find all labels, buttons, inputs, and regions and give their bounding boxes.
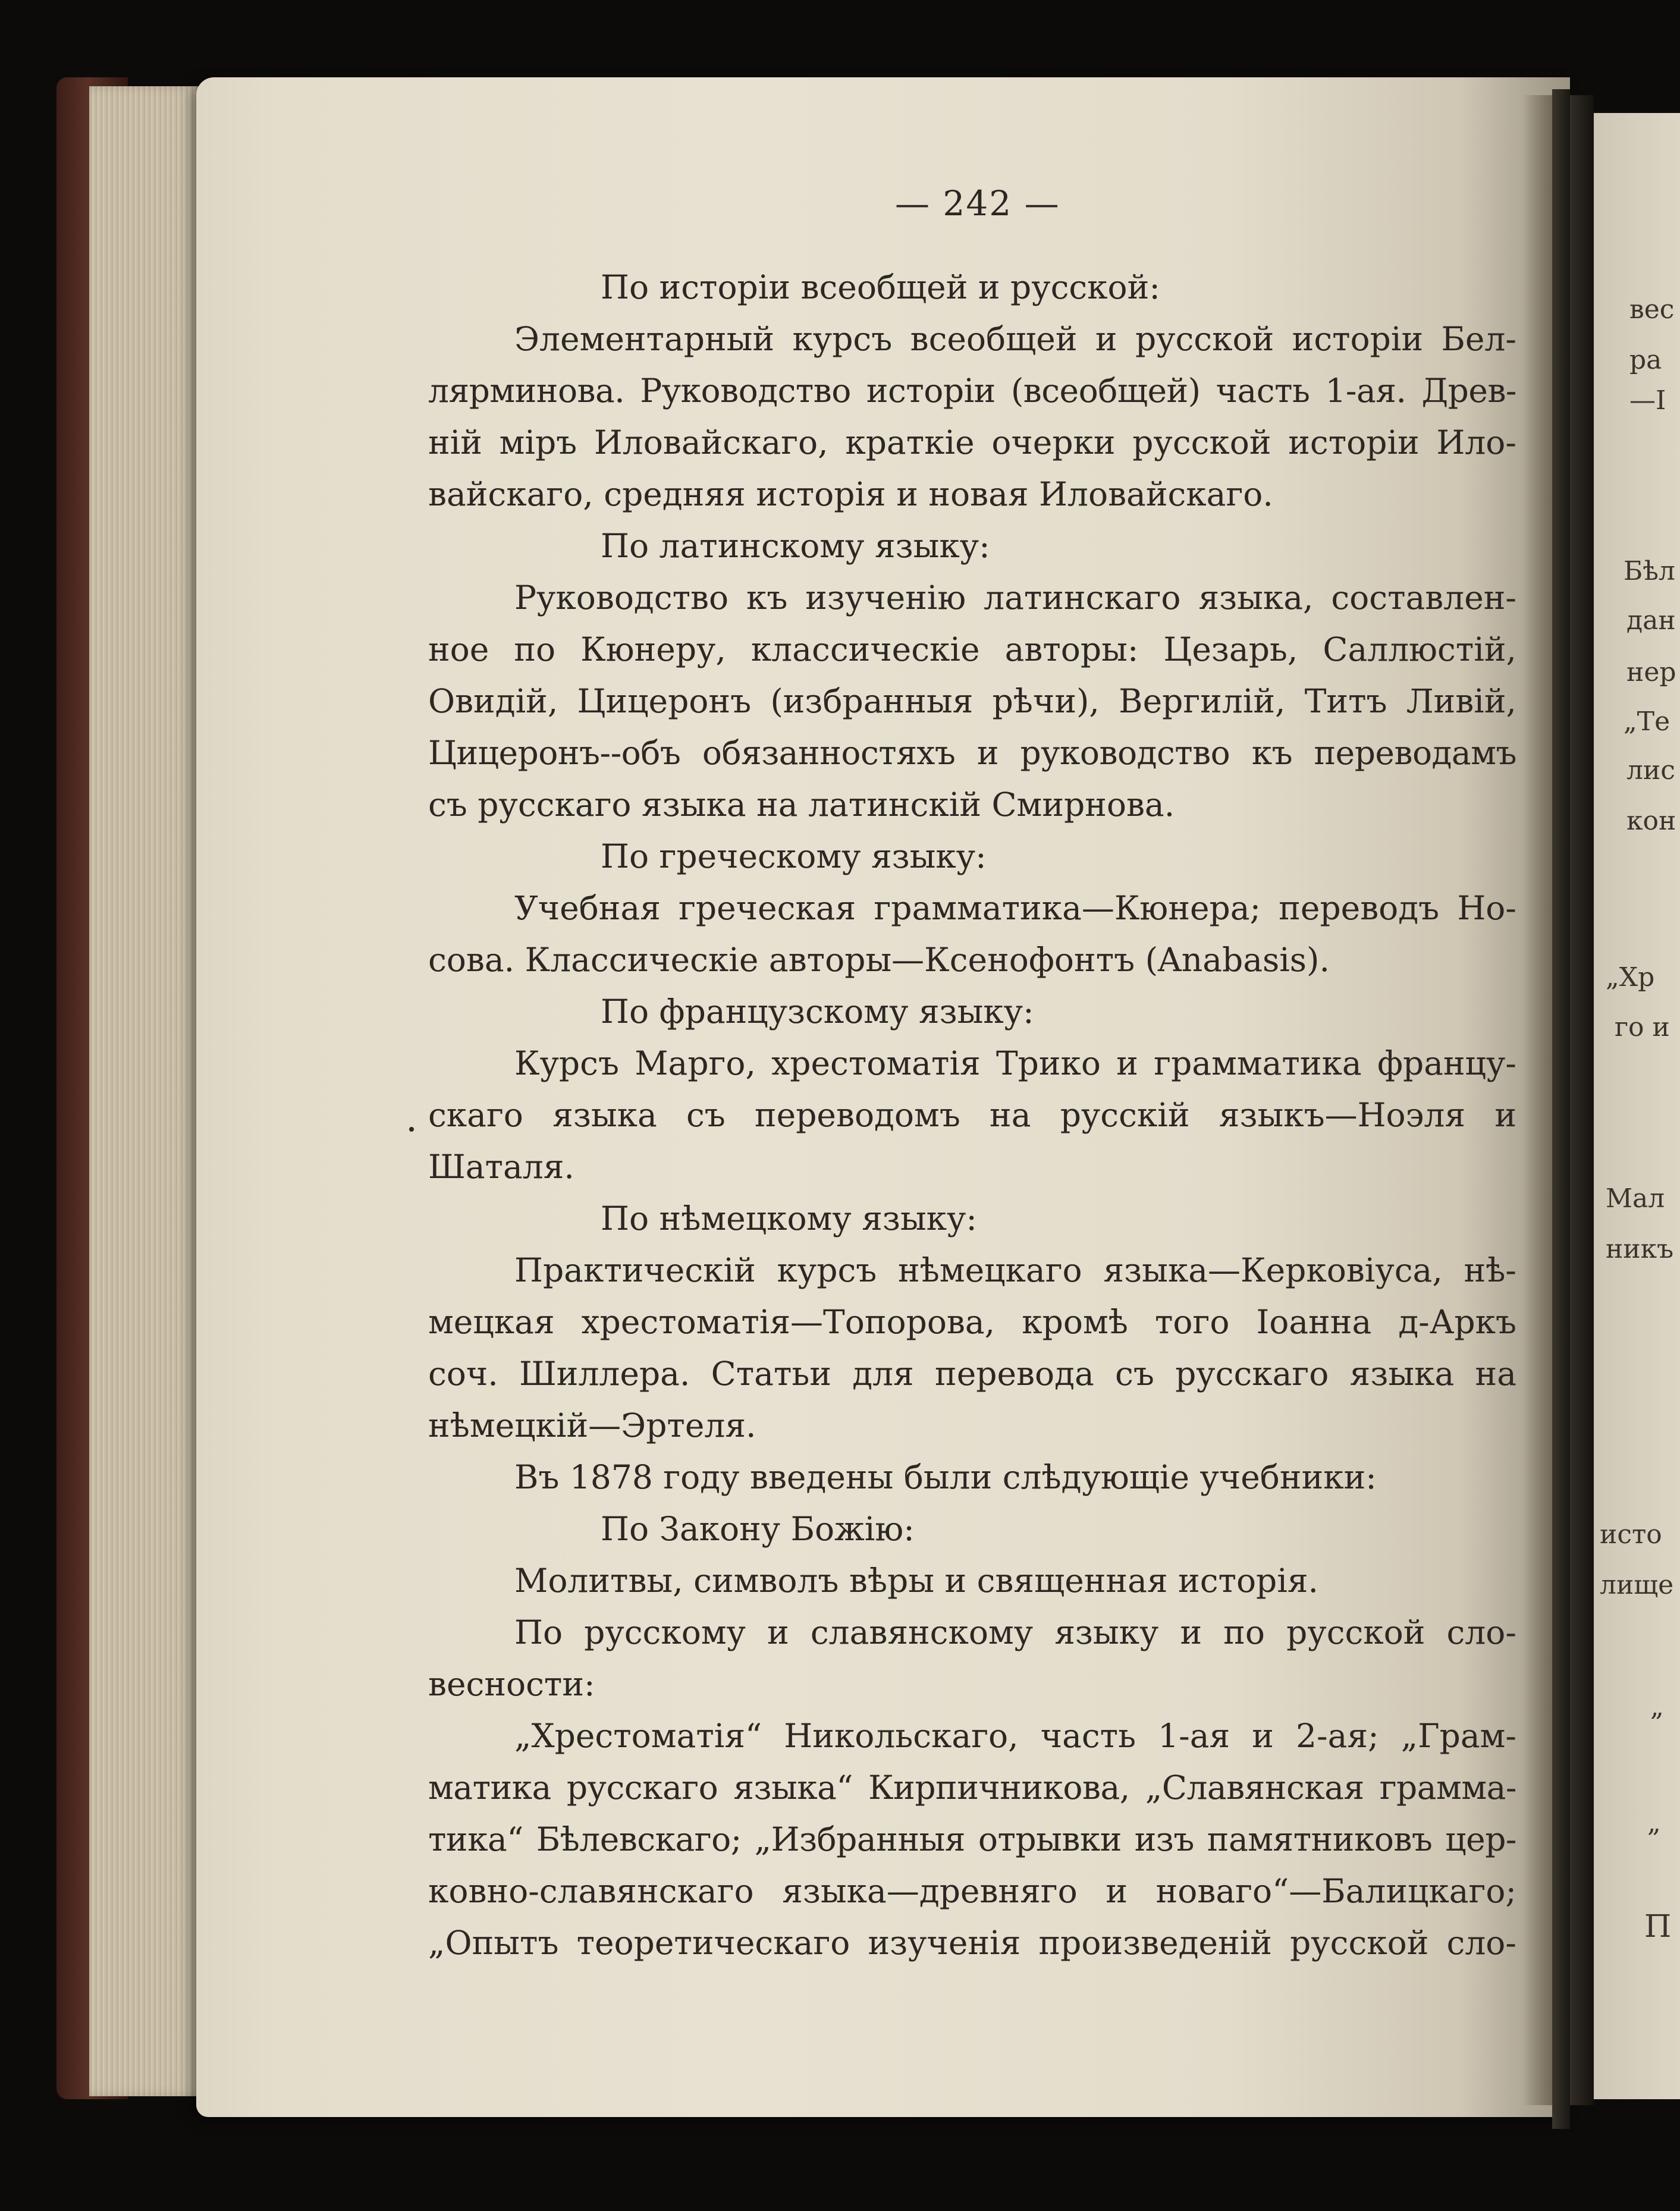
next-page-fragment: „ xyxy=(1650,1692,1664,1722)
section-heading: По Закону Божію: xyxy=(601,1510,915,1548)
body-line: лярминова. Руководство исторіи (всеобщей) часть 1-ая. Древ- xyxy=(428,372,1516,410)
body-line: По русскому и славянскому языку и по русской сло- xyxy=(514,1613,1516,1651)
next-page-fragment: „Хр xyxy=(1606,962,1655,993)
body-line: мецкая хрестоматія—Топорова, кромѣ того Іоанна д-Аркъ xyxy=(428,1303,1516,1341)
section-heading: По французскому языку: xyxy=(601,993,1034,1031)
body-line: Въ 1878 году введены были слѣдующіе учебники: xyxy=(514,1458,1377,1496)
body-line: ній міръ Иловайскаго, краткіе очерки русской исторіи Ило- xyxy=(428,423,1516,461)
next-page-fragment: —І xyxy=(1629,385,1666,416)
body-line: весности: xyxy=(428,1665,595,1703)
body-line: соч. Шиллера. Статьи для перевода съ русскаго языка на xyxy=(428,1355,1516,1393)
section-heading: По исторіи всеобщей и русской: xyxy=(601,268,1160,306)
body-line: сова. Классическіе авторы—Ксенофонтъ (Anabasis). xyxy=(428,941,1330,979)
next-page-fragment: Мал xyxy=(1606,1183,1665,1214)
body-line: Курсъ Марго, хрестоматія Трико и грамматика францу- xyxy=(514,1044,1516,1082)
section-heading: По греческому языку: xyxy=(601,837,987,875)
next-page-fragment: лис xyxy=(1626,755,1675,786)
body-line: Молитвы, символъ вѣры и священная исторія. xyxy=(514,1562,1319,1600)
next-page-fragment: нер xyxy=(1626,657,1676,687)
body-line: тика“ Бѣлевскаго; „Избранныя отрывки изъ памятниковъ цер- xyxy=(428,1820,1516,1858)
body-line: Практическій курсъ нѣмецкаго языка—Керковіуса, нѣ- xyxy=(514,1251,1516,1289)
next-page-fragment: кон xyxy=(1626,806,1676,836)
body-line: Овидій, Цицеронъ (избранныя рѣчи), Вергилій, Титъ Ливій, xyxy=(428,682,1516,720)
section-heading: По нѣмецкому языку: xyxy=(601,1199,977,1238)
next-page-fragment: никъ xyxy=(1606,1234,1674,1264)
body-line: Элементарный курсъ всеобщей и русской исторіи Бел- xyxy=(514,320,1516,358)
body-line: Учебная греческая грамматика—Кюнера; переводъ Но- xyxy=(514,889,1516,927)
binding-shadow xyxy=(1552,89,1570,2129)
next-page-fragment: ра xyxy=(1629,345,1662,375)
next-page-fragment: вес xyxy=(1629,294,1675,325)
next-page-fragment: П xyxy=(1644,1909,1672,1945)
next-page-fragment: „ xyxy=(1647,1808,1661,1838)
body-line: ное по Кюнеру, классическіе авторы: Цезарь, Саллюстій, xyxy=(428,630,1516,668)
body-line: ковно-славянскаго языка—древняго и новаго“—Балицкаго; xyxy=(428,1872,1516,1910)
next-page-fragment: исто xyxy=(1600,1519,1662,1550)
section-heading: По латинскому языку: xyxy=(601,527,990,565)
next-page-fragment: Бѣл xyxy=(1624,556,1675,586)
page-body xyxy=(428,262,1516,1969)
body-line: нѣмецкій—Эртеля. xyxy=(428,1406,756,1444)
body-line: Шаталя. xyxy=(428,1148,574,1186)
body-line: матика русскаго языка“ Кирпичникова, „Славянская грамма- xyxy=(428,1769,1516,1807)
body-line: Руководство къ изученію латинскаго языка, составлен- xyxy=(514,579,1516,617)
body-line: скаго языка съ переводомъ на русскій языкъ—Ноэля и xyxy=(428,1096,1516,1134)
next-page-fragment: лище xyxy=(1600,1570,1674,1600)
body-line: съ русскаго языка на латинскій Смирнова. xyxy=(428,786,1175,824)
next-page-fragment: го и xyxy=(1615,1012,1670,1042)
page-number: — 242 — xyxy=(895,183,1060,224)
body-line: Цицеронъ--объ обязанностяхъ и руководство къ переводамъ xyxy=(428,734,1516,772)
body-line: „Хрестоматія“ Никольскаго, часть 1-ая и 2-ая; „Грам- xyxy=(514,1717,1516,1755)
body-line: „Опытъ теоретическаго изученія произведеній русской сло- xyxy=(428,1924,1516,1962)
next-page-fragment: дан xyxy=(1626,605,1676,636)
ink-speck xyxy=(409,1127,414,1132)
body-line: вайскаго, средняя исторія и новая Иловайскаго. xyxy=(428,475,1273,513)
next-page-fragment: „Те xyxy=(1624,706,1670,737)
